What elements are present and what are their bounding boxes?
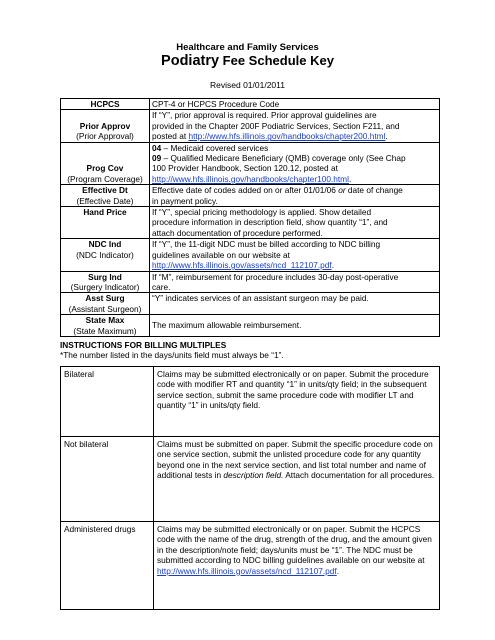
billing-text: Attach documentation for all procedures.	[283, 470, 435, 481]
key-desc-cell	[150, 142, 440, 185]
billing-label: Not bilateral	[61, 437, 154, 522]
key-desc-line: guidelines available on our website at	[152, 249, 290, 260]
key-label: Surg Ind	[88, 271, 122, 282]
key-row-hand-price	[61, 207, 440, 239]
key-desc-line	[152, 174, 437, 184]
key-label: Effective Dt	[82, 185, 128, 196]
billing-label: Bilateral	[61, 367, 154, 437]
billing-text: Claims may be submitted electronically or on paper. Submit the HCPCS code with the name of the drug, strength of the drug, and the amount given in the description/note field; days/units must be “1”. The NDC must be submitted according to NDC billing guidelines available on our website at	[157, 524, 432, 566]
key-label: NDC Ind	[88, 239, 122, 250]
key-desc-line	[152, 260, 437, 270]
key-desc-line: The maximum allowable reimbursement.	[152, 320, 302, 331]
key-desc-cell	[150, 271, 440, 293]
key-desc-line: If “Y”, prior approval is required. Prior approval guidelines are	[152, 110, 377, 121]
key-sublabel: (State Maximum)	[73, 325, 137, 336]
billing-text: .	[336, 565, 340, 576]
key-desc-line: CPT-4 or HCPCS Procedure Code	[152, 99, 280, 109]
key-desc-text: – Qualified Medicare Beneficiary (QMB) coverage only (See Chap	[161, 153, 406, 164]
key-sublabel: (Prior Approval)	[76, 131, 134, 142]
key-desc-line: care.	[152, 281, 171, 292]
key-desc-line	[152, 153, 437, 163]
key-row-state-max	[61, 315, 440, 337]
key-desc-cell	[150, 293, 440, 315]
key-desc-cell	[150, 315, 440, 337]
key-row-asst-surg	[61, 293, 440, 315]
key-desc-text: Effective date of codes added on or after 01/01/06	[152, 185, 339, 196]
key-desc-text: date of change	[345, 185, 403, 196]
key-label: Prog Cov	[86, 163, 124, 174]
agency-name: Healthcare and Family Services	[176, 42, 319, 53]
billing-text-cell	[154, 437, 440, 522]
billing-multiples-table	[60, 366, 440, 610]
key-desc-line: provided in the Chapter 200F Podiatric Services, Section F211, and	[152, 120, 400, 131]
key-label: State Max	[85, 315, 125, 326]
instructions-note: *The number listed in the days/units field must always be “1”.	[60, 350, 284, 361]
fee-schedule-key-table	[60, 98, 440, 337]
key-label: Asst Surg	[85, 293, 125, 304]
key-label-cell	[61, 110, 150, 142]
key-row-ndc-ind	[61, 239, 440, 271]
coverage-code: 09	[152, 153, 162, 164]
key-label-cell	[61, 207, 150, 239]
document-title	[0, 54, 495, 68]
billing-text-cell	[154, 522, 440, 610]
key-desc-cell	[150, 110, 440, 142]
key-row-prior-approv	[61, 110, 440, 142]
key-desc-text: – Medicaid covered services	[161, 142, 269, 153]
key-desc-line: attach documentation of procedure performed.	[152, 227, 323, 238]
billing-text: Claims must be submitted on paper. Submit the specific procedure code on one service section, submit the unlisted procedure code for any quantity beyond one in the next service section, and list total number and name of additional tests in	[157, 439, 433, 481]
key-desc-cell	[150, 99, 440, 110]
instructions-title: INSTRUCTIONS FOR BILLING MULTIPLES	[60, 340, 227, 350]
chapter100-link[interactable]: http://www.hfs.illinois.gov/handbooks/chapter100.html	[152, 173, 349, 184]
key-desc-cell	[150, 185, 440, 207]
key-sublabel: (Program Coverage)	[67, 173, 143, 184]
key-desc-text: .	[331, 260, 335, 271]
key-sublabel: (Assistant Surgeon)	[68, 303, 142, 314]
key-desc-line: If “M”, reimbursement for procedure includes 30-day post-operative	[152, 271, 399, 282]
key-label-cell	[61, 315, 150, 337]
key-row-surg-ind	[61, 271, 440, 293]
key-sublabel: (Surgery Indicator)	[70, 281, 140, 292]
key-desc-cell	[150, 207, 440, 239]
title-main: Podiatry	[161, 53, 220, 69]
title-rest: Fee Schedule Key	[219, 53, 334, 68]
key-desc-line: If “Y”, the 11-digit NDC must be billed according to NDC billing	[152, 239, 381, 250]
key-row-effective-dt	[61, 185, 440, 207]
billing-row-administered-drugs	[61, 522, 440, 610]
key-desc-text: .	[385, 131, 388, 142]
key-desc-line: in payment policy.	[152, 195, 218, 206]
ndc-guidelines-link-2[interactable]: http://www.hfs.illinois.gov/assets/ncd_112107.pdf	[157, 565, 337, 576]
ndc-guidelines-link[interactable]: http://www.hfs.illinois.gov/assets/ncd_112107.pdf	[152, 260, 332, 271]
key-desc-line: If “Y”, special pricing methodology is applied. Show detailed	[152, 207, 372, 218]
key-desc-line: procedure information in description field, show quantity “1”, and	[152, 217, 388, 228]
key-desc-line	[152, 163, 437, 173]
billing-row-not-bilateral	[61, 437, 440, 522]
key-row-prog-cov	[61, 142, 440, 185]
key-desc-line	[152, 185, 437, 195]
billing-instructions	[60, 340, 440, 361]
key-label: HCPCS	[90, 99, 120, 109]
key-desc-cell	[150, 239, 440, 271]
key-sublabel: (NDC Indicator)	[76, 249, 134, 260]
key-desc-line	[152, 131, 437, 141]
key-label-cell	[61, 99, 150, 110]
billing-text: Claims may be submitted electronically or on paper. Submit the procedure code with modifier RT and quantity “1” in units/qty field; in the subsequent service section, submit the same procedure code with modifier LT and quantity “1” in units/qty field.	[154, 367, 440, 437]
key-desc-text: .	[348, 173, 352, 184]
key-label: Hand Price	[83, 207, 127, 218]
coverage-code: 04	[152, 142, 162, 153]
billing-label: Administered drugs	[61, 522, 154, 610]
key-label-cell	[61, 185, 150, 207]
billing-row-bilateral	[61, 367, 440, 437]
key-label-cell	[61, 271, 150, 293]
key-desc-line: “Y” indicates services of an assistant surgeon may be paid.	[152, 293, 369, 304]
key-row-hcpcs	[61, 99, 440, 110]
key-label-cell	[61, 293, 150, 315]
revision-date: Revised 01/01/2011	[210, 80, 285, 90]
key-desc-text: 100 Provider Handbook, Section 120.12, posted at	[152, 163, 338, 174]
key-label: Prior Approv	[79, 120, 131, 131]
key-desc-text: posted at	[152, 131, 189, 142]
key-label-cell	[61, 142, 150, 185]
key-sublabel: (Effective Date)	[76, 195, 134, 206]
billing-text-emphasis: description field.	[223, 470, 284, 481]
key-label-cell	[61, 239, 150, 271]
key-desc-line	[152, 143, 437, 153]
key-desc-emphasis: or	[338, 185, 346, 196]
chapter200-link[interactable]: http://www.hfs.illinois.gov/handbooks/chapter200.html	[188, 131, 386, 142]
